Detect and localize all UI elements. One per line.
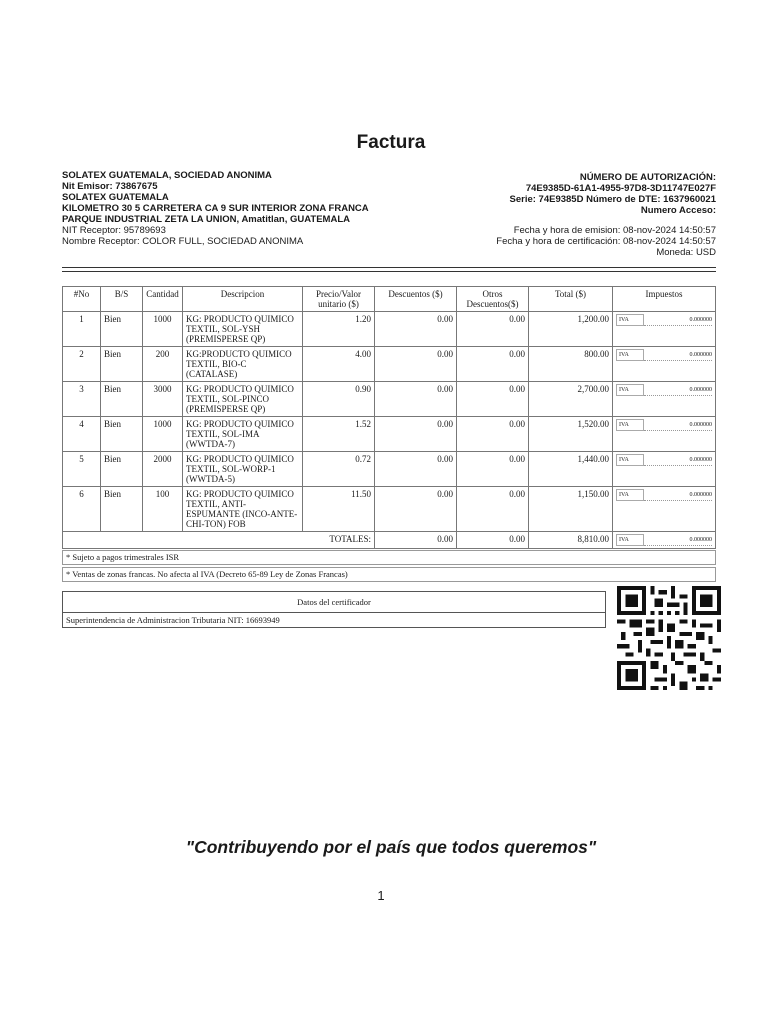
row-discount: 0.00 [375,452,457,487]
row-total: 1,150.00 [529,487,613,532]
note-free-zone: * Ventas de zonas francas. No afecta al IVA (Decreto 65-89 Ley de Zonas Francas) [62,567,716,582]
tax-name: IVA [616,454,644,466]
row-discount: 0.00 [375,382,457,417]
totals-row [63,532,716,549]
note-isr: * Sujeto a pagos trimestrales ISR [62,550,716,565]
issuer-trade-name: SOLATEX GUATEMALA [62,192,169,203]
table-header-row [63,287,716,312]
totals-other-discount: 0.00 [457,532,529,549]
row-unit-price: 1.52 [303,417,375,452]
header-quantity: Cantidad [143,287,183,312]
totals-label: TOTALES: [63,532,375,549]
qr-code-icon [615,586,723,690]
totals-discount: 0.00 [375,532,457,549]
row-number: 3 [63,382,101,417]
table-row [63,312,716,347]
row-description: KG: PRODUCTO QUIMICO TEXTIL, SOL-IMA (WWTDA-7) [183,417,303,452]
row-type: Bien [101,347,143,382]
header-total: Total ($) [529,287,613,312]
issuer-address-line-1: KILOMETRO 30 5 CARRETERA CA 9 SUR INTERIOR ZONA FRANCA [62,203,369,214]
row-quantity: 200 [143,347,183,382]
row-number: 1 [63,312,101,347]
issuer-address-line-2: PARQUE INDUSTRIAL ZETA LA UNION, Amatitlan, GUATEMALA [62,214,350,225]
row-other-discount: 0.00 [457,452,529,487]
row-total: 1,520.00 [529,417,613,452]
row-tax [613,382,716,417]
header-unit-price: Precio/Valor unitario ($) [303,287,375,312]
row-number: 4 [63,417,101,452]
row-type: Bien [101,312,143,347]
tax-value: 0.000000 [644,420,712,431]
notes-block [62,550,716,584]
row-unit-price: 0.72 [303,452,375,487]
document-title: Factura [356,132,426,153]
row-number: 6 [63,487,101,532]
tax-name: IVA [616,489,644,501]
authorization-label: NÚMERO DE AUTORIZACIÓN: [579,172,716,183]
row-tax [613,347,716,382]
row-other-discount: 0.00 [457,382,529,417]
issuer-name: SOLATEX GUATEMALA, SOCIEDAD ANONIMA [62,170,272,181]
issuer-nit: Nit Emisor: 73867675 [62,181,158,192]
row-total: 1,200.00 [529,312,613,347]
row-description: KG: PRODUCTO QUIMICO TEXTIL, ANTI-ESPUMANTE (INCO-ANTE-CHI-TON) FOB [183,487,303,532]
header-taxes: Impuestos [613,287,716,312]
row-tax [613,452,716,487]
issuer-block [62,170,369,247]
header-discounts: Descuentos ($) [375,287,457,312]
row-quantity: 2000 [143,452,183,487]
currency: Moneda: USD [656,247,716,258]
tax-name: IVA [616,419,644,431]
receiver-name: Nombre Receptor: COLOR FULL, SOCIEDAD ANONIMA [62,236,304,247]
row-unit-price: 11.50 [303,487,375,532]
row-other-discount: 0.00 [457,347,529,382]
certification-datetime: Fecha y hora de certificación: 08-nov-2024 14:50:57 [496,236,716,247]
row-tax [613,312,716,347]
table-row [63,417,716,452]
row-discount: 0.00 [375,417,457,452]
row-description: KG:PRODUCTO QUIMICO TEXTIL, BIO-C (CATALASE) [183,347,303,382]
tax-value: 0.000000 [644,315,712,326]
row-discount: 0.00 [375,312,457,347]
row-type: Bien [101,487,143,532]
row-unit-price: 4.00 [303,347,375,382]
row-number: 5 [63,452,101,487]
access-number: Numero Acceso: [640,205,716,216]
slogan: "Contribuyendo por el país que todos queremos" [185,837,597,857]
authorization-number: 74E9385D-61A1-4955-97D8-3D11747E027F [525,183,716,194]
row-quantity: 100 [143,487,183,532]
tax-value: 0.000000 [644,350,712,361]
tax-value: 0.000000 [644,490,712,501]
totals-tax [613,532,716,549]
page-number: 1 [377,888,385,903]
certifier-box [62,591,606,628]
table-row [63,452,716,487]
table-row [63,382,716,417]
tax-name: IVA [616,384,644,396]
tax-name: IVA [616,314,644,326]
tax-value: 0.000000 [644,385,712,396]
row-total: 800.00 [529,347,613,382]
totals-amount: 8,810.00 [529,532,613,549]
row-discount: 0.00 [375,347,457,382]
row-number: 2 [63,347,101,382]
row-type: Bien [101,382,143,417]
row-other-discount: 0.00 [457,487,529,532]
table-row [63,347,716,382]
header-divider-bottom [62,271,716,272]
certifier-value: Superintendencia de Administracion Tributaria NIT: 16693949 [66,615,280,625]
items-table [62,286,716,549]
authorization-block [496,172,716,258]
row-quantity: 3000 [143,382,183,417]
tax-name: IVA [616,534,644,546]
row-discount: 0.00 [375,487,457,532]
header-divider-top [62,267,716,268]
receiver-nit: NIT Receptor: 95789693 [62,225,166,236]
row-unit-price: 1.20 [303,312,375,347]
row-unit-price: 0.90 [303,382,375,417]
row-description: KG: PRODUCTO QUIMICO TEXTIL, SOL-YSH (PREMISPERSE QP) [183,312,303,347]
tax-value: 0.000000 [644,535,712,546]
header-description: Descripcion [183,287,303,312]
row-other-discount: 0.00 [457,417,529,452]
row-quantity: 1000 [143,312,183,347]
row-quantity: 1000 [143,417,183,452]
header-bs: B/S [101,287,143,312]
header-no: #No [63,287,101,312]
row-total: 1,440.00 [529,452,613,487]
row-type: Bien [101,452,143,487]
header-other-discounts: Otros Descuentos($) [457,287,529,312]
serie-dte: Serie: 74E9385D Número de DTE: 1637960021 [509,194,716,205]
row-total: 2,700.00 [529,382,613,417]
row-description: KG: PRODUCTO QUIMICO TEXTIL, SOL-WORP-1 (WWTDA-5) [183,452,303,487]
emission-datetime: Fecha y hora de emision: 08-nov-2024 14:50:57 [513,225,716,236]
row-type: Bien [101,417,143,452]
row-other-discount: 0.00 [457,312,529,347]
row-tax [613,417,716,452]
table-row [63,487,716,532]
certifier-header: Datos del certificador [63,592,605,613]
tax-name: IVA [616,349,644,361]
tax-value: 0.000000 [644,455,712,466]
row-tax [613,487,716,532]
row-description: KG: PRODUCTO QUIMICO TEXTIL, SOL-PINCO (PREMISPERSE QP) [183,382,303,417]
